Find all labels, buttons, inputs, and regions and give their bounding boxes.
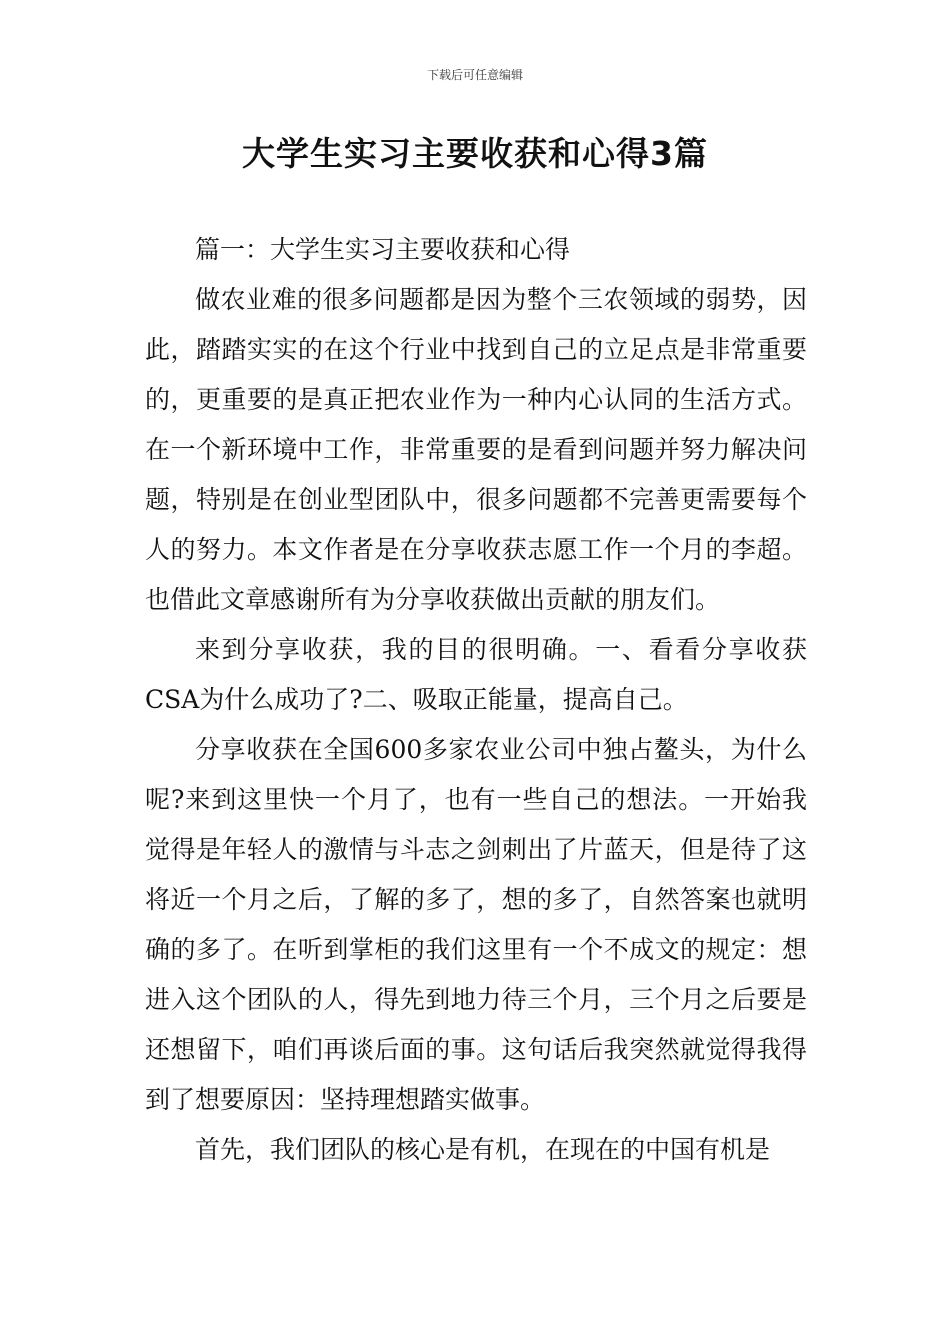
document-title: 大学生实习主要收获和心得3篇: [242, 134, 708, 173]
section-heading: 篇一：大学生实习主要收获和心得: [195, 235, 571, 264]
header-note: 下载后可任意编辑: [426, 68, 523, 82]
paragraph: 首先，我们团队的核心是有机，在现在的中国有机是: [195, 1135, 771, 1164]
paragraph: 做农业难的很多问题都是因为整个三农领域的弱势，因此，踏踏实实的在这个行业中找到自己的立足点是非常重要的，更重要的是真正把农业作为一种内心认同的生活方式。在一个新环境中工作，非常重要的是看到问题并努力解决问题，特别是在创业型团队中，很多问题都不完善更需要每个人的努力。本文作者是在分享收获志愿工作一个月的李超。也借此文章感谢所有为分享收获做出贡献的朋友们。: [145, 285, 807, 614]
document-body: [145, 225, 807, 1175]
paragraph: 分享收获在全国600多家农业公司中独占鳌头，为什么呢?来到这里快一个月了，也有一些自己的想法。一开始我觉得是年轻人的激情与斗志之剑刺出了片蓝天，但是待了这将近一个月之后，了解的多了，想的多了，自然答案也就明确的多了。在听到掌柜的我们这里有一个不成文的规定：想进入这个团队的人，得先到地力待三个月，三个月之后要是还想留下，咱们再谈后面的事。这句话后我突然就觉得我得到了想要原因：坚持理想踏实做事。: [145, 735, 807, 1114]
paragraph: 来到分享收获，我的目的很明确。一、看看分享收获CSA为什么成功了?二、吸取正能量，提高自己。: [145, 635, 807, 714]
